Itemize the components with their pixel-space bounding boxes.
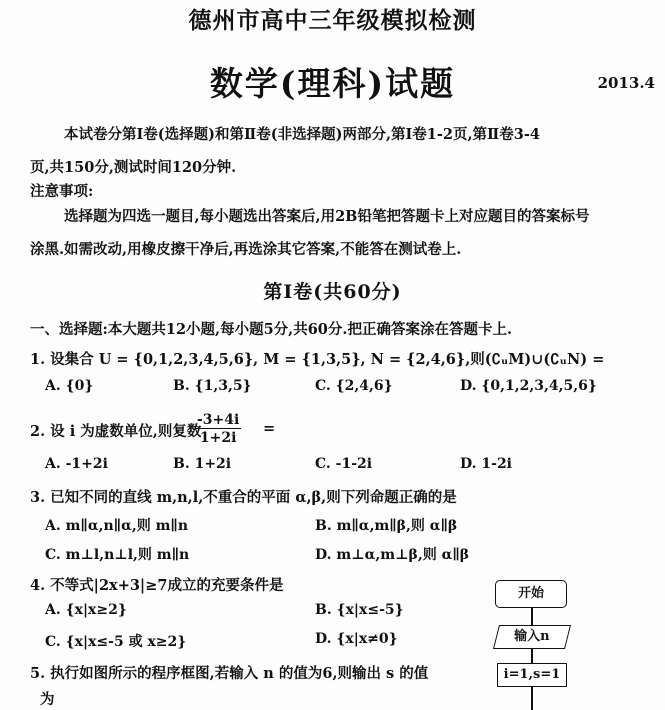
exam-intro xyxy=(30,118,660,184)
question-4-option-c: C. {x|x≤-5 或 x≥2} xyxy=(45,634,187,650)
flowchart-input-box xyxy=(493,625,571,649)
question-4-option-b: B. {x|x≤-5} xyxy=(315,602,404,618)
question-2-equals: = xyxy=(263,420,276,437)
question-3-option-d: D. m⊥α,m⊥β,则 α∥β xyxy=(315,547,470,563)
question-4-option-d: D. {x|x≠0} xyxy=(315,631,398,647)
question-2-option-b: B. 1+2i xyxy=(173,456,232,472)
question-1-option-b: B. {1,3,5} xyxy=(173,378,252,394)
question-4-option-a: A. {x|x≥2} xyxy=(45,602,127,618)
flowchart-start-box: 开始 xyxy=(495,580,567,608)
question-4-stem: 4. 不等式|2x+3|≥7成立的充要条件是 xyxy=(30,577,284,594)
question-2-option-a: A. -1+2i xyxy=(45,456,108,472)
exam-date: 2013.4 xyxy=(597,74,655,92)
question-2-option-c: C. -1-2i xyxy=(315,456,373,472)
flowchart-connector xyxy=(531,608,533,625)
question-3-option-c: C. m⊥l,n⊥l,则 m∥n xyxy=(45,547,190,563)
question-1-option-d: D. {0,1,2,3,4,5,6} xyxy=(460,378,597,394)
question-1-option-a: A. {0} xyxy=(45,378,94,394)
question-3-option-b: B. m∥α,m∥β,则 α∥β xyxy=(315,518,458,534)
flowchart-init-box: i=1,s=1 xyxy=(497,663,567,687)
fraction-denominator: 1+2i xyxy=(199,430,237,446)
part-one-title: 第Ⅰ卷(共60分) xyxy=(263,281,402,303)
flowchart-connector xyxy=(531,687,533,710)
question-2-option-d: D. 1-2i xyxy=(460,456,513,472)
exam-subject-title: 数学(理科)试题 xyxy=(209,64,456,103)
question-2-fraction xyxy=(195,412,241,446)
notice-body xyxy=(30,200,662,266)
question-1-stem: 1. 设集合 U = {0,1,2,3,4,5,6}, M = {1,3,5}, N = {2,4,6},则(∁ᵤM)∪(∁ᵤN) = xyxy=(30,351,605,368)
question-3-stem: 3. 已知不同的直线 m,n,l,不重合的平面 α,β,则下列命题正确的是 xyxy=(30,489,457,506)
question-2-stem: 2. 设 i 为虚数单位,则复数 xyxy=(30,423,202,440)
flowchart-connector xyxy=(531,649,533,663)
intro-line-1: 本试卷分第Ⅰ卷(选择题)和第Ⅱ卷(非选择题)两部分,第Ⅰ卷1-2页,第Ⅱ卷3-4 xyxy=(64,126,540,143)
flowchart-input-label: 输入n xyxy=(514,629,550,644)
fraction-numerator: -3+4i xyxy=(197,412,240,428)
section-title: 一、选择题:本大题共12小题,每小题5分,共60分.把正确答案涂在答题卡上. xyxy=(30,321,512,338)
notice-line-1: 选择题为四选一题目,每小题选出答案后,用2B铅笔把答题卡上对应题目的答案标号 xyxy=(64,208,590,225)
question-5-stem: 5. 执行如图所示的程序框图,若输入 n 的值为6,则输出 s 的值 xyxy=(30,665,429,682)
intro-line-2: 页,共150分,测试时间120分钟. xyxy=(30,159,237,176)
question-5-stem-line-2: 为 xyxy=(40,691,55,708)
notice-line-2: 涂黑.如需改动,用橡皮擦干净后,再选涂其它答案,不能答在测试卷上. xyxy=(30,241,462,258)
school-title: 德州市高中三年级模拟检测 xyxy=(188,7,477,34)
question-3-option-a: A. m∥α,n∥α,则 m∥n xyxy=(45,518,188,534)
notice-title: 注意事项: xyxy=(30,183,94,200)
question-1-option-c: C. {2,4,6} xyxy=(315,378,393,394)
